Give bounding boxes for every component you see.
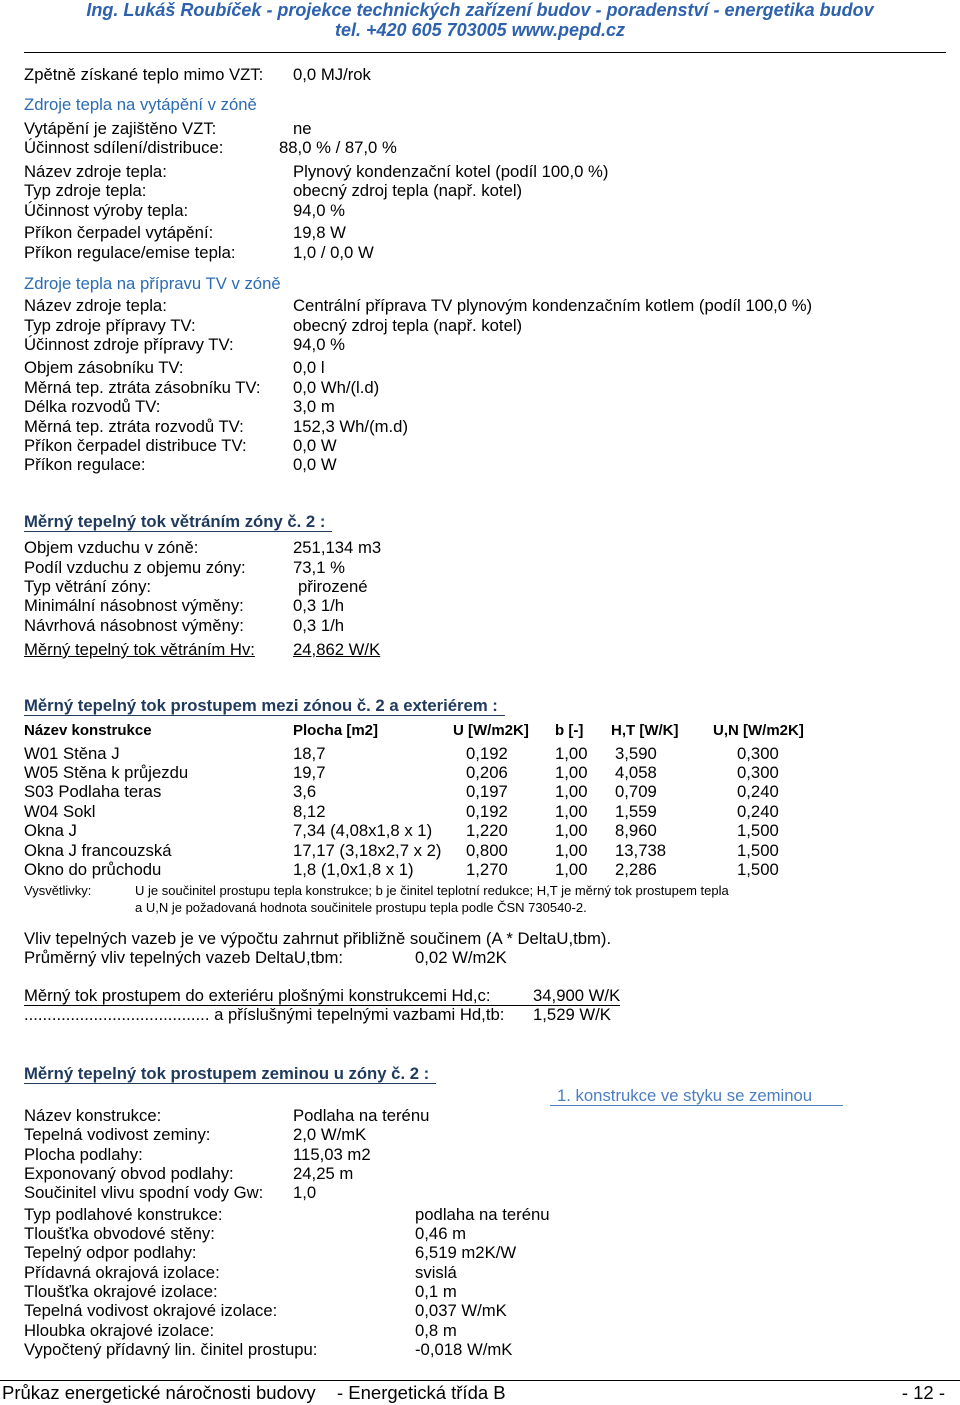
hot-water-row-label: Objem zásobníku TV: — [24, 358, 184, 377]
heating-row-value: 19,8 W — [293, 223, 346, 242]
ground-row — [0, 1183, 960, 1203]
legend-label: Vysvětlivky: — [24, 883, 92, 898]
heating-row-value: Plynový kondenzační kotel (podíl 100,0 %) — [293, 162, 609, 181]
ventilation-total-label: Měrný tepelný tok větráním Hv: — [24, 640, 255, 659]
hot-water-row-label: Délka rozvodů TV: — [24, 397, 161, 416]
floor-row-value: podlaha na terénu — [415, 1205, 550, 1224]
cell-un: 0,240 — [737, 802, 779, 821]
cell-un: 0,300 — [737, 763, 779, 782]
table-row — [0, 763, 960, 783]
cell-u: 1,220 — [466, 821, 508, 840]
ventilation-row — [0, 577, 960, 597]
table-row — [0, 782, 960, 802]
footer — [0, 1382, 960, 1404]
table-row — [0, 860, 960, 880]
cell-area: 18,7 — [293, 744, 326, 763]
floor-row-label: Hloubka okrajové izolace: — [24, 1321, 215, 1340]
transmission-heading — [0, 696, 960, 716]
column-header-un: U,N [W/m2K] — [713, 722, 804, 739]
legend-line: a U,N je požadovaná hodnota součinitele prostupu tepla podle ČSN 730540-2. — [135, 900, 587, 915]
heating-row-label: Účinnost sdílení/distribuce: — [24, 138, 224, 157]
hdtb-row — [0, 1005, 960, 1025]
hot-water-row-value: obecný zdroj tepla (např. kotel) — [293, 316, 523, 335]
hot-water-row-label: Účinnost zdroje přípravy TV: — [24, 335, 234, 354]
hot-water-sources-title — [0, 274, 960, 294]
floor-row — [0, 1205, 960, 1225]
cell-u: 0,800 — [466, 841, 508, 860]
floor-row-label: Přídavná okrajová izolace: — [24, 1263, 220, 1282]
footer-page-number: - 12 - — [901, 1382, 945, 1403]
cell-name: S03 Podlaha teras — [24, 782, 162, 801]
ventilation-heading-text: Měrný tepelný tok větráním zóny č. 2 : — [24, 512, 332, 532]
hot-water-row-value: 0,0 l — [293, 358, 325, 377]
hdtb-value: 1,529 W/K — [533, 1005, 611, 1024]
cell-u: 0,197 — [466, 782, 508, 801]
floor-row — [0, 1301, 960, 1321]
ventilation-row — [0, 538, 960, 558]
heating-row-value: 1,0 / 0,0 W — [293, 243, 374, 262]
cell-ht: 1,559 — [615, 802, 657, 821]
cell-un: 1,500 — [737, 860, 779, 879]
cell-un: 0,240 — [737, 782, 779, 801]
ventilation-heading — [0, 512, 960, 532]
ventilation-row-label: Minimální násobnost výměny: — [24, 596, 244, 615]
legend-line: U je součinitel prostupu tepla konstrukce; b je činitel teplotní redukce; H,T je měrný tok prostupem tepla — [135, 883, 729, 898]
header-contact-line: tel. +420 605 703005 www.pepd.cz — [335, 20, 625, 40]
ventilation-row-value: 73,1 % — [293, 558, 345, 577]
ground-row-value: 24,25 m — [293, 1164, 354, 1183]
transmission-heading-text: Měrný tepelný tok prostupem mezi zónou č. 2 a exteriérem : — [24, 696, 505, 716]
cell-ht: 4,058 — [615, 763, 657, 782]
heating-sources-title — [0, 95, 960, 115]
heating-row-label: Příkon čerpadel vytápění: — [24, 223, 214, 242]
ground-row — [0, 1164, 960, 1184]
ground-row-label: Název konstrukce: — [24, 1106, 162, 1125]
floor-row — [0, 1340, 960, 1360]
cell-name: Okna J — [24, 821, 77, 840]
hot-water-row — [0, 417, 960, 437]
cell-area: 1,8 (1,0x1,8 x 1) — [293, 860, 414, 879]
ventilation-row-value: 0,3 1/h — [293, 596, 345, 615]
cell-un: 1,500 — [737, 821, 779, 840]
floor-row — [0, 1243, 960, 1263]
cell-name: W01 Stěna J — [24, 744, 120, 763]
ground-row-label: Tepelná vodivost zeminy: — [24, 1125, 211, 1144]
ventilation-total-value: 24,862 W/K — [293, 640, 381, 659]
heating-sources-title-text: Zdroje tepla na vytápění v zóně — [24, 95, 257, 114]
ventilation-row-label: Typ větrání zóny: — [24, 577, 152, 596]
heating-row — [0, 119, 960, 139]
floor-row-label: Tloušťka obvodové stěny: — [24, 1224, 215, 1243]
ventilation-row-value: 0,3 1/h — [293, 616, 345, 635]
cell-area: 3,6 — [293, 782, 317, 801]
heating-row — [0, 162, 960, 182]
ground-heading-text: Měrný tepelný tok prostupem zeminou u zóny č. 2 : — [24, 1064, 436, 1084]
floor-row-value: svislá — [415, 1263, 457, 1282]
cell-u: 0,192 — [466, 802, 508, 821]
footer-energy-class: - Energetická třída B — [337, 1382, 506, 1403]
heating-row-label: Typ zdroje tepla: — [24, 181, 147, 200]
hot-water-row — [0, 455, 960, 475]
ventilation-total-row — [0, 640, 960, 660]
hot-water-row — [0, 378, 960, 398]
ventilation-row — [0, 596, 960, 616]
ground-heading — [0, 1064, 960, 1084]
ground-row-value: 115,03 m2 — [293, 1145, 371, 1164]
column-header-ht: H,T [W/K] — [611, 722, 679, 739]
cell-b: 1,00 — [555, 744, 588, 763]
cell-un: 1,500 — [737, 841, 779, 860]
hot-water-row-value: 3,0 m — [293, 397, 335, 416]
floor-row — [0, 1263, 960, 1283]
hdtb-label: ........................................ a příslušnými tepelnými vazbami Hd,tb: — [24, 1005, 505, 1024]
hot-water-row — [0, 358, 960, 378]
column-header-u: U [W/m2K] — [453, 722, 529, 739]
ground-row — [0, 1125, 960, 1145]
floor-row-value: 6,519 m2K/W — [415, 1243, 517, 1262]
cell-area: 19,7 — [293, 763, 326, 782]
hot-water-row-label: Název zdroje tepla: — [24, 296, 167, 315]
hdc-row — [0, 986, 960, 1006]
heating-row-value: obecný zdroj tepla (např. kotel) — [293, 181, 523, 200]
hdc-label: Měrný tok prostupem do exteriéru plošnými konstrukcemi Hd,c: — [24, 986, 491, 1005]
cell-b: 1,00 — [555, 763, 588, 782]
cell-u: 0,192 — [466, 744, 508, 763]
ground-row-value: Podlaha na terénu — [293, 1106, 430, 1125]
hot-water-row — [0, 316, 960, 336]
ventilation-row-label: Podíl vzduchu z objemu zóny: — [24, 558, 246, 577]
hot-water-row-value: 0,0 Wh/(l.d) — [293, 378, 380, 397]
recovered-heat-row — [0, 65, 960, 85]
hot-water-row-value: 0,0 W — [293, 436, 337, 455]
table-row — [0, 802, 960, 822]
hot-water-row-value: 94,0 % — [293, 335, 345, 354]
hdc-value: 34,900 W/K — [533, 986, 621, 1005]
heating-row — [0, 201, 960, 221]
ventilation-row — [0, 616, 960, 636]
hot-water-row — [0, 335, 960, 355]
cell-b: 1,00 — [555, 841, 588, 860]
construction-number: 1. konstrukce ve styku se zeminou — [557, 1086, 813, 1105]
heating-row-value: 88,0 % / 87,0 % — [279, 138, 397, 157]
construction-number-row — [0, 1086, 960, 1106]
floor-row-value: 0,037 W/mK — [415, 1301, 507, 1320]
cell-area: 17,17 (3,18x2,7 x 2) — [293, 841, 442, 860]
hot-water-row-value: 152,3 Wh/(m.d) — [293, 417, 408, 436]
ventilation-row-label: Návrhová násobnost výměny: — [24, 616, 244, 635]
floor-row-value: 0,8 m — [415, 1321, 457, 1340]
ground-row — [0, 1106, 960, 1126]
heating-row — [0, 181, 960, 201]
ground-row-label: Plocha podlahy: — [24, 1145, 143, 1164]
floor-row — [0, 1321, 960, 1341]
recovered-heat-label: Zpětně získané teplo mimo VZT: — [24, 65, 264, 84]
hot-water-row-value: Centrální příprava TV plynovým kondenzačním kotlem (podíl 100,0 %) — [293, 296, 813, 315]
ventilation-row — [0, 558, 960, 578]
hot-water-row-label: Příkon čerpadel distribuce TV: — [24, 436, 247, 455]
hot-water-sources-title-text: Zdroje tepla na přípravu TV v zóně — [24, 274, 281, 293]
bridges-label: Průměrný vliv tepelných vazeb DeltaU,tbm: — [24, 948, 344, 967]
bridges-note-row — [0, 929, 960, 949]
cell-name: Okno do průchodu — [24, 860, 162, 879]
table-row — [0, 821, 960, 841]
floor-row-value: 0,46 m — [415, 1224, 467, 1243]
cell-un: 0,300 — [737, 744, 779, 763]
header-rule — [24, 52, 946, 53]
cell-u: 0,206 — [466, 763, 508, 782]
recovered-heat-value: 0,0 MJ/rok — [293, 65, 371, 84]
floor-row-label: Vypočtený přídavný lin. činitel prostupu: — [24, 1340, 318, 1359]
cell-area: 8,12 — [293, 802, 326, 821]
table-row — [0, 841, 960, 861]
hot-water-row-value: 0,0 W — [293, 455, 337, 474]
hot-water-row-label: Typ zdroje přípravy TV: — [24, 316, 196, 335]
footer-document-title: Průkaz energetické náročnosti budovy — [2, 1382, 316, 1403]
ground-row-label: Součinitel vlivu spodní vody Gw: — [24, 1183, 264, 1202]
heating-row-value: ne — [293, 119, 312, 138]
ground-row-label: Exponovaný obvod podlahy: — [24, 1164, 234, 1183]
floor-row — [0, 1282, 960, 1302]
heating-row — [0, 223, 960, 243]
cell-b: 1,00 — [555, 782, 588, 801]
column-header-b: b [-] — [555, 722, 584, 739]
cell-b: 1,00 — [555, 802, 588, 821]
heating-row-label: Příkon regulace/emise tepla: — [24, 243, 236, 262]
heating-row — [0, 138, 960, 158]
hot-water-row-label: Měrná tep. ztráta zásobníku TV: — [24, 378, 261, 397]
cell-ht: 13,738 — [615, 841, 667, 860]
cell-u: 1,270 — [466, 860, 508, 879]
column-header-area: Plocha [m2] — [293, 722, 379, 739]
column-header-name: Název konstrukce — [24, 722, 152, 739]
ventilation-row-label: Objem vzduchu v zóně: — [24, 538, 199, 557]
hot-water-row-label: Příkon regulace: — [24, 455, 146, 474]
legend-row — [0, 882, 960, 899]
cell-area: 7,34 (4,08x1,8 x 1) — [293, 821, 433, 840]
hot-water-row-label: Měrná tep. ztráta rozvodů TV: — [24, 417, 244, 436]
table-row — [0, 744, 960, 764]
ground-row — [0, 1145, 960, 1165]
heating-row-value: 94,0 % — [293, 201, 345, 220]
cell-ht: 0,709 — [615, 782, 657, 801]
cell-ht: 3,590 — [615, 744, 657, 763]
hot-water-row — [0, 436, 960, 456]
cell-name: W04 Sokl — [24, 802, 96, 821]
footer-rule — [0, 1380, 960, 1381]
bridges-row — [0, 948, 960, 968]
cell-ht: 8,960 — [615, 821, 657, 840]
floor-row-value: -0,018 W/mK — [415, 1340, 513, 1359]
bridges-note: Vliv tepelných vazeb je ve výpočtu zahrnut přibližně součinem (A * DeltaU,tbm). — [24, 929, 612, 948]
cell-name: Okna J francouzská — [24, 841, 172, 860]
hot-water-row — [0, 397, 960, 417]
floor-row-label: Typ podlahové konstrukce: — [24, 1205, 223, 1224]
floor-row — [0, 1224, 960, 1244]
ventilation-row-value: 251,134 m3 — [293, 538, 382, 557]
floor-row-label: Tepelná vodivost okrajové izolace: — [24, 1301, 278, 1320]
ground-row-value: 2,0 W/mK — [293, 1125, 367, 1144]
cell-b: 1,00 — [555, 821, 588, 840]
heating-row-label: Vytápění je zajištěno VZT: — [24, 119, 217, 138]
floor-row-label: Tepelný odpor podlahy: — [24, 1243, 197, 1262]
heating-row — [0, 243, 960, 263]
hot-water-row — [0, 296, 960, 316]
floor-row-label: Tloušťka okrajové izolace: — [24, 1282, 218, 1301]
cell-b: 1,00 — [555, 860, 588, 879]
heating-row-label: Název zdroje tepla: — [24, 162, 167, 181]
bridges-value: 0,02 W/m2K — [415, 948, 507, 967]
heating-row-label: Účinnost výroby tepla: — [24, 201, 189, 220]
cell-name: W05 Stěna k průjezdu — [24, 763, 189, 782]
legend-row — [0, 899, 960, 916]
header-company-line: Ing. Lukáš Roubíček - projekce technických zařízení budov - poradenství - energetika budov — [86, 0, 874, 20]
ground-row-value: 1,0 — [293, 1183, 317, 1202]
floor-row-value: 0,1 m — [415, 1282, 457, 1301]
cell-ht: 2,286 — [615, 860, 657, 879]
table-header — [0, 721, 960, 741]
ventilation-row-value: přirozené — [298, 577, 368, 596]
